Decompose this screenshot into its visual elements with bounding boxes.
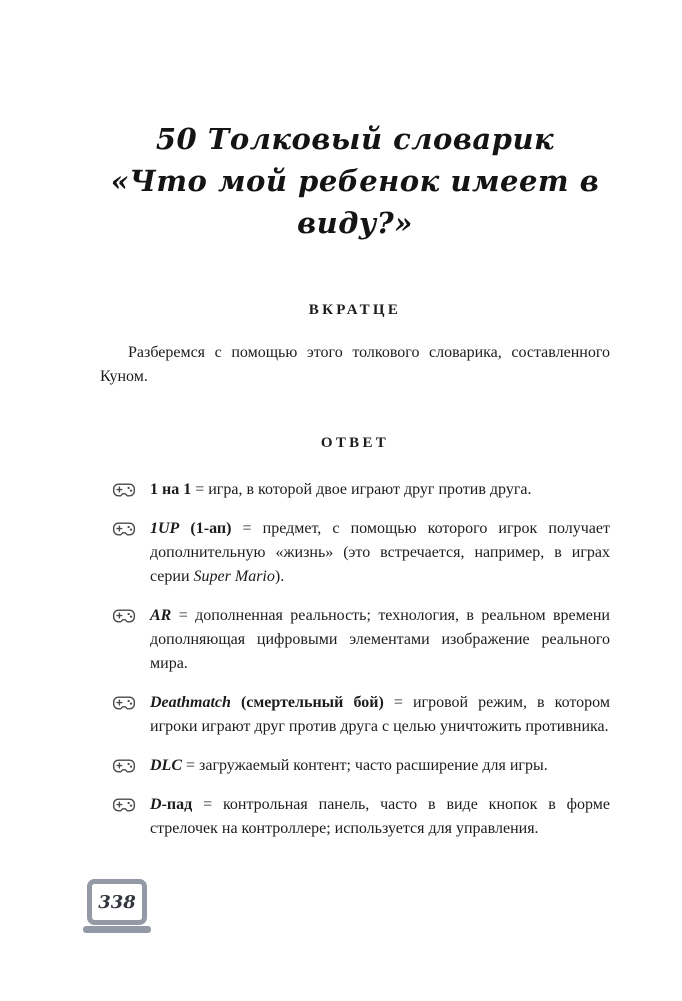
glossary-text-segment: = контрольная панель, часто в виде кнопок в форме стрелочек на контроллере; используется для управления. (150, 796, 610, 838)
gamepad-icon (112, 521, 136, 537)
chapter-title-line2: «Что мой ребенок имеет в виду?» (110, 164, 600, 241)
glossary-list (100, 478, 610, 841)
page-number: 338 (98, 891, 136, 913)
glossary-entry (100, 754, 610, 778)
glossary-entry (100, 793, 610, 841)
glossary-text-segment: -пад (161, 796, 193, 814)
glossary-entry-text (150, 694, 610, 735)
glossary-entry (100, 604, 610, 676)
glossary-text-segment: DLC (150, 757, 182, 775)
glossary-entry-text (150, 757, 548, 774)
gamepad-icon (112, 797, 136, 813)
glossary-entry-text (150, 520, 610, 585)
page-number-badge (82, 878, 152, 936)
glossary-text-segment: D (150, 796, 162, 814)
glossary-text-segment: ). (274, 568, 285, 586)
glossary-text-segment: (смертельный бой) (230, 694, 384, 712)
glossary-entry-text (150, 607, 610, 672)
gamepad-icon (112, 758, 136, 774)
intro-paragraph: Разберемся с помощью этого толкового словарика, составленного Куном. (100, 344, 610, 386)
answer-heading: ОТВЕТ (320, 435, 390, 452)
glossary-entry-text (150, 796, 610, 837)
glossary-text-segment: Super Mario (193, 568, 275, 586)
chapter-title (100, 118, 610, 244)
brief-heading: ВКРАТЦЕ (308, 302, 402, 319)
glossary-text-segment: = загружаемый контент; часто расширение для игры. (182, 757, 548, 775)
glossary-entry-text (150, 481, 532, 498)
gamepad-icon (112, 482, 136, 498)
gamepad-icon (112, 608, 136, 624)
glossary-text-segment: = игровой режим, в котором игроки играют друг против друга с целью уничтожить противника. (150, 694, 611, 736)
glossary-text-segment: (1-ап) (179, 520, 232, 538)
glossary-text-segment: = предмет, с помощью которого игрок получает дополнительную «жизнь» (это встречается, например, в играх серии (150, 520, 610, 586)
glossary-text-segment: Deathmatch (150, 694, 231, 712)
glossary-text-segment: 1UP (150, 520, 180, 538)
glossary-entry (100, 691, 610, 739)
glossary-entry (100, 517, 610, 589)
gamepad-icon (112, 695, 136, 711)
glossary-text-segment: = игра, в которой двое играют друг против друга. (191, 481, 532, 499)
glossary-text-segment: AR (150, 607, 172, 625)
glossary-text-segment: = дополненная реальность; технология, в реальном времени дополняющая цифровыми элементами изображение реального мира. (150, 607, 610, 673)
chapter-title-line1: 50 Толковый словарик (155, 122, 555, 156)
glossary-entry (100, 478, 610, 502)
glossary-text-segment: 1 на 1 (150, 481, 192, 499)
